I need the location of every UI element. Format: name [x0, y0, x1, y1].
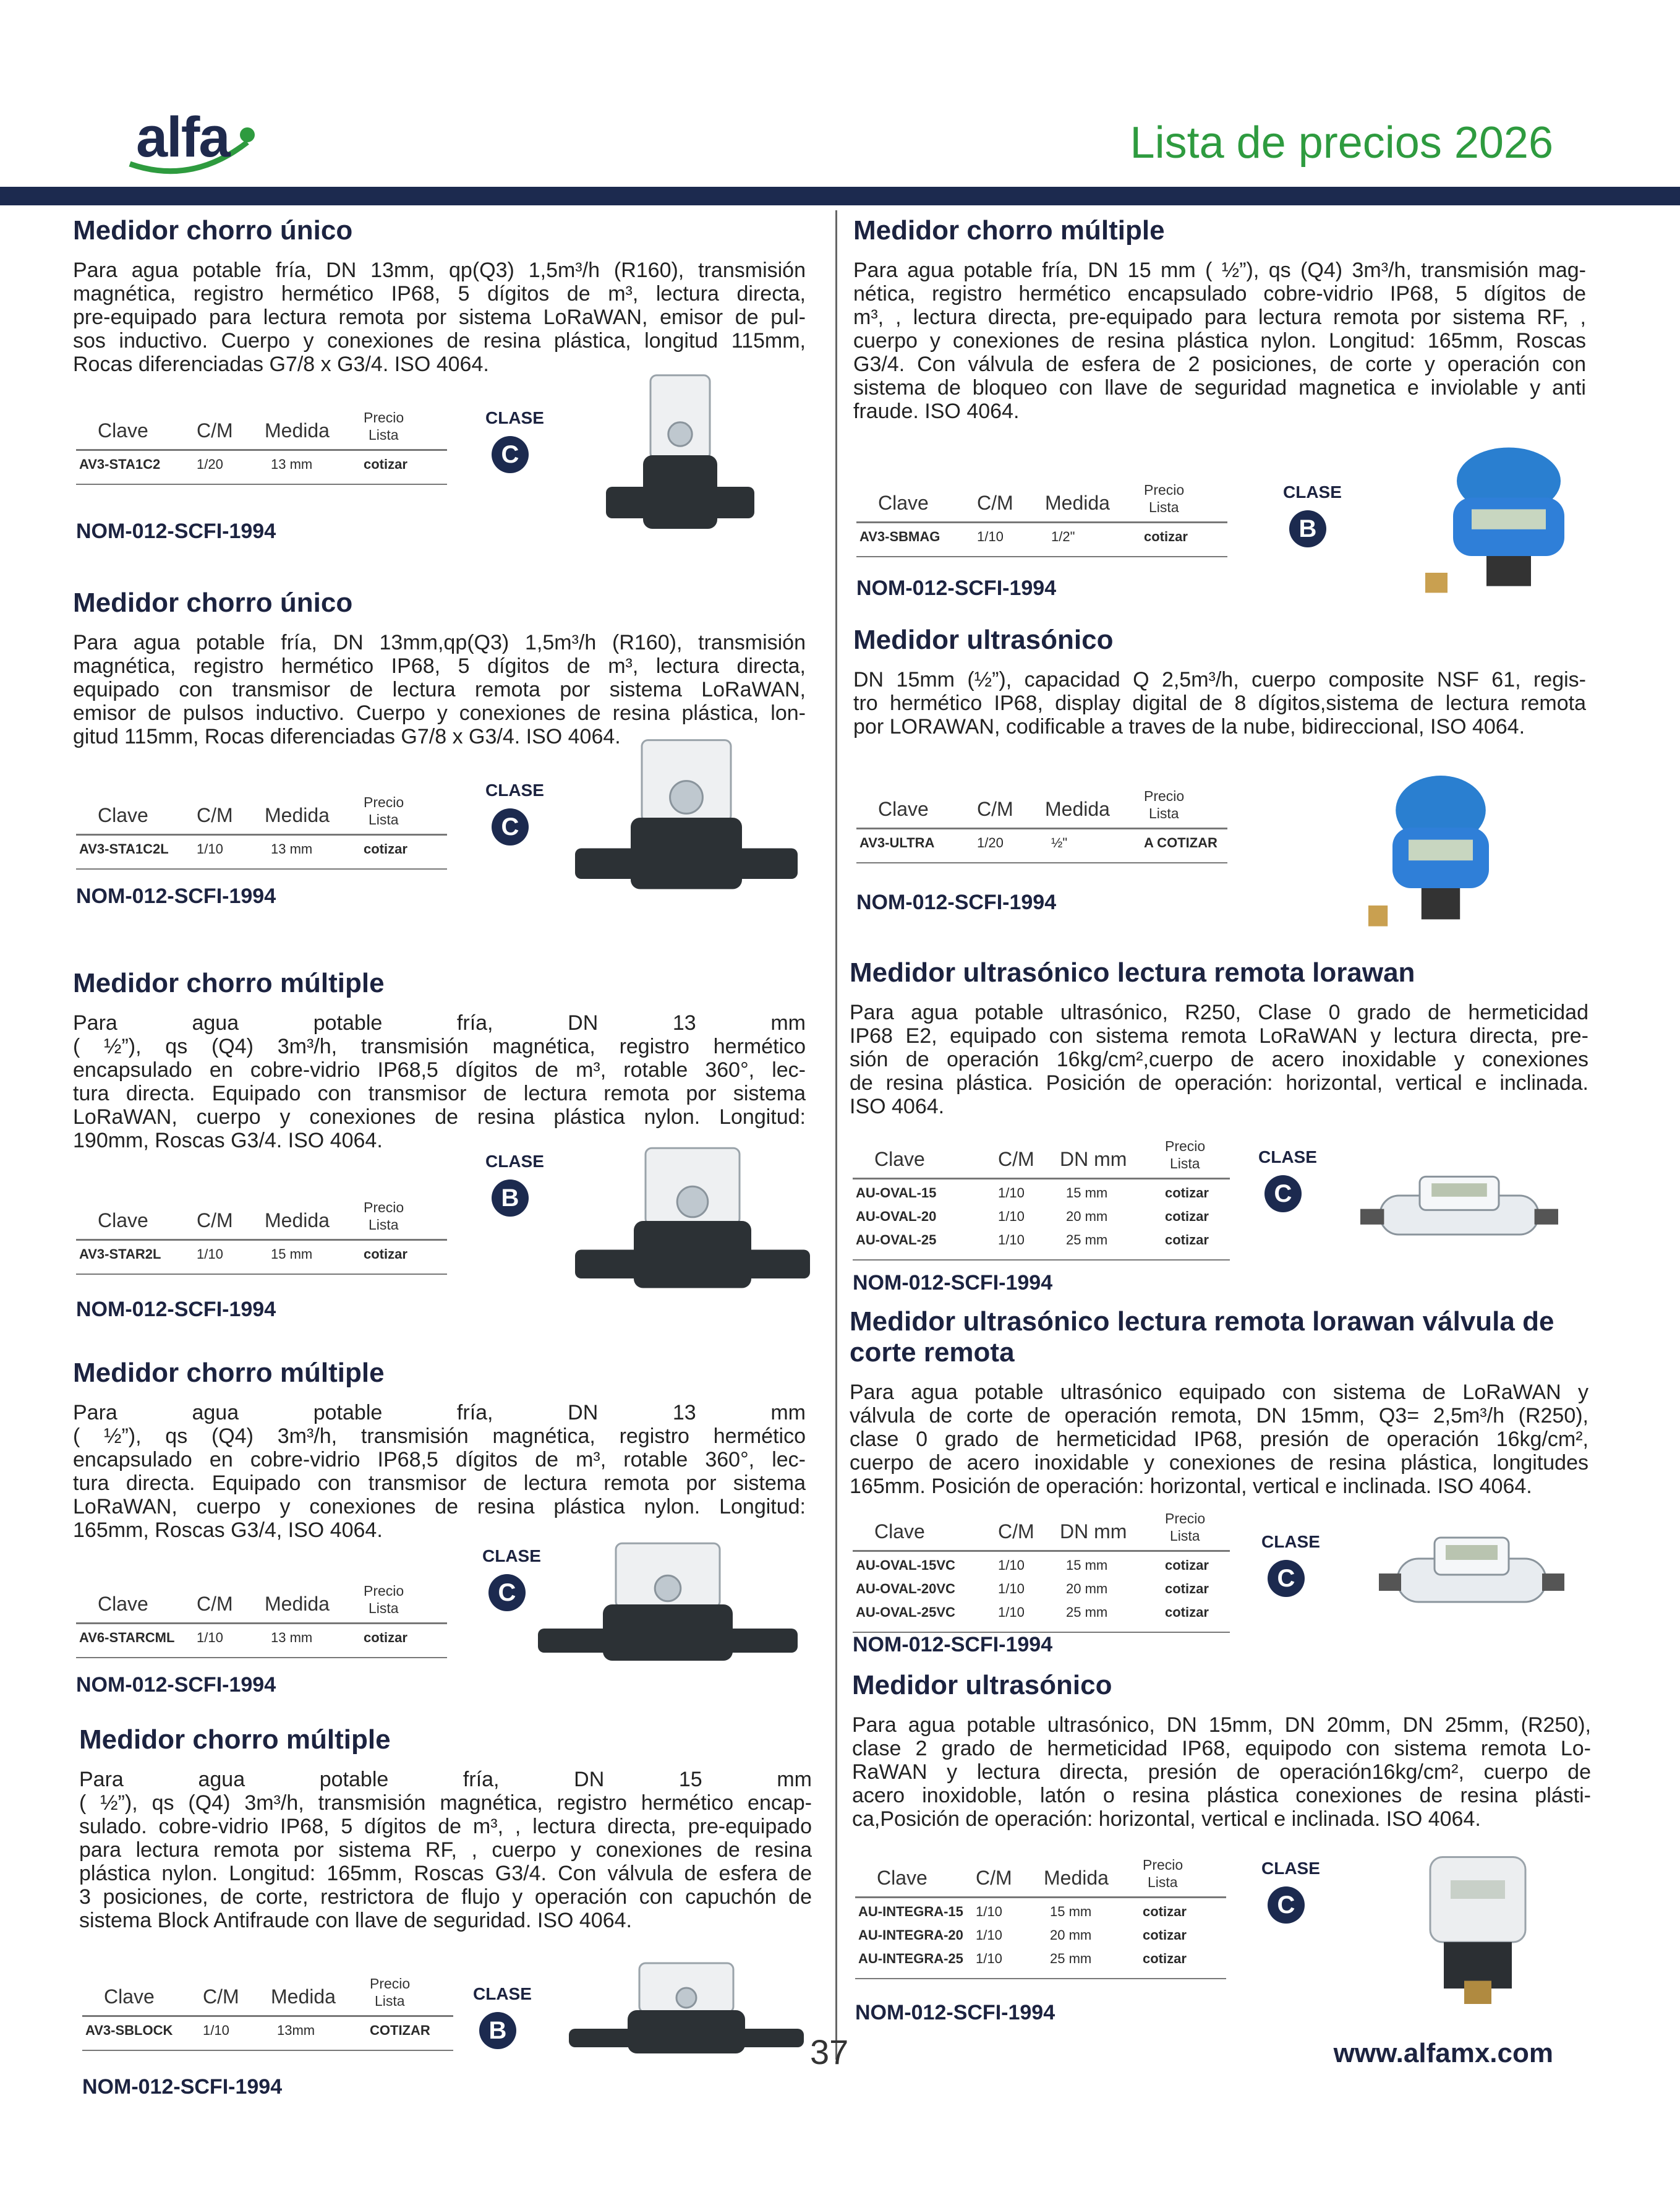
left-section-4-table-rule [76, 1622, 447, 1624]
right-section-4-row-precio: cotizar [1165, 1581, 1209, 1596]
left-section-5-row-medida: 13mm [277, 2023, 315, 2038]
left-section-4-desc-line: tura directa. Equipado con transmisor de lectura remota por sistema [73, 1471, 806, 1495]
right-section-2-table-bottom-rule [856, 862, 1227, 863]
left-section-3-desc-line: 190mm, Roscas G3/4. ISO 4064. [73, 1129, 383, 1152]
right-section-4-clase-label: CLASE [1261, 1532, 1320, 1551]
left-section-3-nom: NOM-012-SCFI-1994 [76, 1298, 276, 1321]
right-section-5-desc-line: clase 2 grado de hermeticidad IP68, equipodo con sistema remota Lo- [852, 1737, 1591, 1760]
right-section-4-row-medida: 20 mm [1066, 1581, 1108, 1596]
left-section-5-clase-label: CLASE [473, 1984, 532, 2003]
left-section-4-th-medida: Medida [265, 1593, 330, 1615]
left-section-5-th-lista: Lista [375, 1993, 405, 2009]
right-section-4-meter-image-icon [1379, 1515, 1564, 1639]
right-section-3-th-clave: Clave [874, 1148, 925, 1170]
right-section-4-desc-line: clase 0 grado de hermeticidad IP68, presión de operación 16kg/cm², [850, 1428, 1588, 1451]
left-section-2-table-rule [76, 834, 447, 836]
left-section-4-clase-badge: C [488, 1574, 526, 1611]
right-section-5-th-clave: Clave [877, 1867, 927, 1889]
right-section-1-title: Medidor chorro múltiple [853, 215, 1165, 246]
right-section-1-clase-badge: B [1289, 510, 1326, 547]
right-section-5-th-lista: Lista [1148, 1874, 1178, 1890]
right-section-1-th-cm: C/M [977, 492, 1013, 514]
right-section-4-th-precio: Precio [1165, 1510, 1206, 1526]
right-section-1-th-lista: Lista [1149, 499, 1179, 515]
right-section-5-meter-image-icon [1410, 1849, 1546, 2004]
left-section-3-row-cm: 1/10 [197, 1246, 223, 1262]
left-section-4-th-precio: Precio [364, 1583, 404, 1599]
left-section-5-row-precio: COTIZAR [370, 2023, 430, 2038]
left-section-1-th-lista: Lista [369, 427, 399, 443]
left-section-1-meter-image-icon [606, 371, 754, 581]
left-section-3-th-clave: Clave [98, 1209, 148, 1231]
right-section-5-desc-line: Para agua potable ultrasónico, DN 15mm, DN 20mm, DN 25mm, (R250), [852, 1713, 1591, 1737]
right-section-3-th-lista: Lista [1170, 1155, 1200, 1171]
footer-url[interactable]: www.alfamx.com [1333, 2038, 1553, 2068]
right-section-3-row-cm: 1/10 [998, 1209, 1025, 1224]
right-section-2-nom: NOM-012-SCFI-1994 [856, 891, 1057, 914]
left-section-2-row-medida: 13 mm [271, 841, 313, 857]
right-section-1-row-precio: cotizar [1144, 529, 1188, 544]
right-section-4-desc-line: 165mm. Posición de operación: horizontal, vertical e inclinada. ISO 4064. [850, 1475, 1532, 1498]
left-section-4-title: Medidor chorro múltiple [73, 1358, 385, 1388]
right-section-4-nom: NOM-012-SCFI-1994 [853, 1633, 1053, 1656]
left-section-1-desc-line: magnética, registro hermético IP68, 5 dígitos de m³, lectura directa, [73, 282, 806, 306]
left-section-3-table-rule [76, 1239, 447, 1241]
right-section-4-th-lista: Lista [1170, 1528, 1200, 1544]
right-section-5-clase-badge: C [1268, 1886, 1305, 1924]
right-section-2-row-clave: AV3-ULTRA [859, 835, 935, 850]
left-section-5-desc-line: ( ½”), qs (Q4) 3m³/h, transmisión magnética, registro hermético encap- [79, 1791, 812, 1815]
right-section-1-table-rule [856, 521, 1227, 523]
left-section-5-desc-line: para lectura remota por sistema RF, , cuerpo y conexiones de resina [79, 1838, 812, 1862]
right-section-3-meter-image-icon [1360, 1157, 1558, 1268]
left-section-1-desc-line: Rocas diferenciadas G7/8 x G3/4. ISO 4064. [73, 353, 489, 376]
right-section-4-th-clave: Clave [874, 1520, 925, 1543]
left-section-3-table-bottom-rule [76, 1274, 447, 1275]
header-bar [0, 187, 1680, 205]
right-section-3-row-medida: 20 mm [1066, 1209, 1108, 1224]
right-section-4-row-medida: 15 mm [1066, 1557, 1108, 1573]
left-section-3-desc-line: encapsulado en cobre-vidrio IP68,5 dígitos de m³, rotable 360°, lec- [73, 1058, 806, 1082]
right-section-1-row-clave: AV3-SBMAG [859, 529, 940, 544]
page-number: 37 [810, 2032, 849, 2071]
right-section-2-th-precio: Precio [1144, 788, 1185, 804]
left-section-5-desc-line: plástica nylon. Longitud: 165mm, Roscas G3/4. Con válvula de esfera de [79, 1862, 812, 1885]
right-section-3-th-dnmm: DN mm [1060, 1148, 1127, 1170]
left-section-1-row-precio: cotizar [364, 456, 407, 472]
right-section-1-desc-line: Para agua potable fría, DN 15 mm ( ½”), qs (Q4) 3m³/h, transmisión mag- [853, 259, 1586, 282]
left-section-5-desc-line: sistema Block Antifraude con llave de seguridad. ISO 4064. [79, 1909, 632, 1932]
left-section-5-desc-line: 3 posiciones, de corte, restrictora de flujo y operación con capuchón de [79, 1885, 812, 1909]
right-section-3-row-clave: AU-OVAL-20 [856, 1209, 937, 1224]
left-section-4-nom: NOM-012-SCFI-1994 [76, 1673, 276, 1697]
left-section-3-th-medida: Medida [265, 1209, 330, 1231]
right-section-2-title: Medidor ultrasónico [853, 625, 1114, 655]
left-section-1-table-rule [76, 449, 447, 451]
right-section-5-row-clave: AU-INTEGRA-15 [858, 1904, 963, 1919]
right-section-5-table-rule [855, 1896, 1226, 1898]
left-section-1-table-bottom-rule [76, 484, 447, 485]
right-section-3-desc-line: IP68 E2, equipado con sistema remota LoRaWAN y lectura directa, pre- [850, 1024, 1588, 1048]
left-section-4-row-precio: cotizar [364, 1630, 407, 1645]
left-section-2-row-clave: AV3-STA1C2L [79, 841, 169, 857]
right-section-2-row-cm: 1/20 [977, 835, 1004, 850]
left-section-4-th-lista: Lista [369, 1600, 399, 1616]
right-section-5-row-cm: 1/10 [976, 1927, 1002, 1943]
left-section-1-desc-line: sos inductivo. Cuerpo y conexiones de resina plástica, longitud 115mm, [73, 329, 806, 353]
left-section-4-th-cm: C/M [197, 1593, 233, 1615]
left-section-2-nom: NOM-012-SCFI-1994 [76, 884, 276, 908]
left-section-4-desc-line: Para agua potable fría, DN 13 mm [73, 1401, 806, 1424]
left-section-3-desc-line: tura directa. Equipado con transmisor de lectura remota por sistema [73, 1082, 806, 1105]
right-section-1-row-cm: 1/10 [977, 529, 1004, 544]
right-section-5-clase-label: CLASE [1261, 1859, 1320, 1878]
right-section-1-th-precio: Precio [1144, 482, 1185, 498]
right-section-4-row-clave: AU-OVAL-25VC [856, 1604, 955, 1620]
left-section-3-desc-line: ( ½”), qs (Q4) 3m³/h, transmisión magnética, registro hermético [73, 1035, 806, 1058]
page-title: Lista de precios 2026 [1130, 118, 1553, 168]
right-section-3-clase-label: CLASE [1258, 1147, 1317, 1167]
left-section-5-nom: NOM-012-SCFI-1994 [82, 2075, 283, 2099]
right-section-1-nom: NOM-012-SCFI-1994 [856, 576, 1057, 600]
left-section-5-table-rule [82, 2015, 453, 2017]
left-section-3-clase-badge: B [492, 1179, 529, 1217]
right-section-2-meter-image-icon [1360, 767, 1521, 940]
right-section-3-row-precio: cotizar [1165, 1185, 1209, 1201]
left-section-2-row-precio: cotizar [364, 841, 407, 857]
right-section-1-table-bottom-rule [856, 556, 1227, 557]
right-section-5-desc-line: ca,Posición de operación: horizontal, vertical e inclinada. ISO 4064. [852, 1807, 1481, 1831]
left-section-2-th-medida: Medida [265, 804, 330, 826]
right-section-5-desc-line: RaWAN y lectura directa, presión de operación16kg/cm², cuerpo de [852, 1760, 1591, 1784]
logo-text: alfa [136, 106, 229, 169]
right-section-3-row-clave: AU-OVAL-25 [856, 1232, 937, 1248]
right-section-3-th-precio: Precio [1165, 1138, 1206, 1154]
left-section-2-desc-line: emisor de pulsos inductivo. Cuerpo y conexiones de resina plástica, lon- [73, 701, 806, 725]
right-section-1-clase-label: CLASE [1283, 482, 1342, 502]
right-section-3-row-precio: cotizar [1165, 1209, 1209, 1224]
left-section-5-th-medida: Medida [271, 1985, 336, 2008]
left-section-3-meter-image-icon [575, 1144, 810, 1336]
left-section-1-title: Medidor chorro único [73, 215, 353, 246]
right-section-4-clase-badge: C [1268, 1560, 1305, 1597]
column-divider [835, 210, 837, 2060]
right-section-3-clase-badge: C [1264, 1175, 1302, 1212]
right-section-3-nom: NOM-012-SCFI-1994 [853, 1271, 1053, 1295]
right-section-2-th-lista: Lista [1149, 805, 1179, 821]
left-section-4-row-medida: 13 mm [271, 1630, 313, 1645]
right-section-1-desc-line: fraude. ISO 4064. [853, 400, 1020, 423]
right-section-5-row-medida: 25 mm [1050, 1951, 1092, 1966]
right-section-3-desc-line: Para agua potable ultrasónico, R250, Clase 0 grado de hermeticidad [850, 1001, 1588, 1024]
right-section-2-table-rule [856, 828, 1227, 829]
right-section-4-row-precio: cotizar [1165, 1557, 1209, 1573]
right-section-3-desc-line: sión de operación 16kg/cm²,cuerpo de acero inoxidable y conexiones [850, 1048, 1588, 1071]
left-section-2-th-clave: Clave [98, 804, 148, 826]
right-section-4-title-line2: corte remota [850, 1337, 1015, 1368]
left-section-4-desc-line: 165mm, Roscas G3/4, ISO 4064. [73, 1518, 383, 1542]
right-section-1-desc-line: cuerpo y conexiones de resina plástica nylon. Longitud: 165mm, Roscas [853, 329, 1586, 353]
right-section-5-row-clave: AU-INTEGRA-20 [858, 1927, 963, 1943]
right-section-3-title: Medidor ultrasónico lectura remota lorawan [850, 957, 1415, 988]
left-section-5-clase-badge: B [479, 2012, 516, 2049]
right-section-4-row-clave: AU-OVAL-15VC [856, 1557, 955, 1573]
right-section-5-title: Medidor ultrasónico [852, 1670, 1112, 1700]
right-section-2-desc-line: tro hermético IP68, display digital de 8 dígitos,sistema de lectura remota [853, 691, 1586, 715]
right-section-2-desc-line: por LORAWAN, codificable a traves de la nube, bidireccional, ISO 4064. [853, 715, 1525, 739]
right-section-1-desc-line: nética, registro hermético encapsulado cobre-vidrio IP68, 5 dígitos de [853, 282, 1586, 306]
left-section-5-meter-image-icon [569, 1961, 804, 2084]
right-section-3-row-clave: AU-OVAL-15 [856, 1185, 937, 1201]
right-section-4-row-clave: AU-OVAL-20VC [856, 1581, 955, 1596]
right-section-1-desc-line: sistema de bloqueo con llave de seguridad magnetica e inviolable y anti [853, 376, 1586, 400]
left-section-5-title: Medidor chorro múltiple [79, 1724, 391, 1755]
right-section-4-th-cm: C/M [998, 1520, 1034, 1543]
right-section-5-row-clave: AU-INTEGRA-25 [858, 1951, 963, 1966]
right-section-5-row-cm: 1/10 [976, 1904, 1002, 1919]
left-section-2-th-precio: Precio [364, 794, 404, 810]
left-section-1-th-clave: Clave [98, 419, 148, 442]
right-section-5-nom: NOM-012-SCFI-1994 [855, 2001, 1055, 2024]
right-section-4-desc-line: Para agua potable ultrasónico equipado con sistema de LoRaWAN y [850, 1381, 1588, 1404]
left-section-2-desc-line: magnética, registro hermético IP68, 5 dígitos de m³, lectura directa, [73, 654, 806, 678]
right-section-4-row-cm: 1/10 [998, 1581, 1025, 1596]
left-section-5-th-cm: C/M [203, 1985, 239, 2008]
right-section-3-table-bottom-rule [853, 1259, 1230, 1261]
left-section-1-th-medida: Medida [265, 419, 330, 442]
right-section-4-desc-line: válvula de corte de operación remota, DN 15mm, Q3= 2,5m³/h (R250), [850, 1404, 1588, 1428]
right-section-3-th-cm: C/M [998, 1148, 1034, 1170]
right-section-5-table-bottom-rule [855, 1978, 1226, 1979]
right-section-2-row-precio: A COTIZAR [1144, 835, 1217, 850]
left-section-2-th-cm: C/M [197, 804, 233, 826]
left-section-3-th-lista: Lista [369, 1217, 399, 1233]
left-section-2-desc-line: equipado con transmisor de lectura remota por sistema LoRaWAN, [73, 678, 806, 701]
left-section-3-row-clave: AV3-STAR2L [79, 1246, 161, 1262]
left-section-1-row-medida: 13 mm [271, 456, 313, 472]
left-section-3-row-precio: cotizar [364, 1246, 407, 1262]
right-section-4-row-precio: cotizar [1165, 1604, 1209, 1620]
left-section-3-th-cm: C/M [197, 1209, 233, 1231]
right-section-3-row-precio: cotizar [1165, 1232, 1209, 1248]
right-section-3-row-cm: 1/10 [998, 1185, 1025, 1201]
left-section-3-desc-line: LoRaWAN, cuerpo y conexiones de resina plástica nylon. Longitud: [73, 1105, 806, 1129]
left-section-2-title: Medidor chorro único [73, 588, 353, 618]
alfa-logo [124, 105, 266, 179]
left-section-4-table-bottom-rule [76, 1657, 447, 1658]
left-section-4-meter-image-icon [538, 1540, 798, 1701]
right-section-3-row-medida: 15 mm [1066, 1185, 1108, 1201]
left-section-1-desc-line: Para agua potable fría, DN 13mm, qp(Q3) 1,5m³/h (R160), transmisión [73, 259, 806, 282]
left-section-2-clase-label: CLASE [485, 781, 544, 800]
right-section-5-row-medida: 15 mm [1050, 1904, 1092, 1919]
left-section-1-row-cm: 1/20 [197, 456, 223, 472]
left-section-1-desc-line: pre-equipado para lectura remota por sistema LoRaWAN, emisor de pul- [73, 306, 806, 329]
right-section-4-row-cm: 1/10 [998, 1604, 1025, 1620]
right-section-5-row-precio: cotizar [1143, 1904, 1187, 1919]
left-section-3-desc-line: Para agua potable fría, DN 13 mm [73, 1011, 806, 1035]
right-section-2-desc-line: DN 15mm (½”), capacidad Q 2,5m³/h, cuerpo composite NSF 61, regis- [853, 668, 1586, 691]
left-section-5-desc-line: sulado. cobre-vidrio IP68, 5 dígitos de m³, , lectura directa, pre-equipado [79, 1815, 812, 1838]
right-section-3-table-rule [853, 1178, 1230, 1179]
left-section-2-desc-line: Para agua potable fría, DN 13mm,qp(Q3) 1,5m³/h (R160), transmisión [73, 631, 806, 654]
left-section-3-title: Medidor chorro múltiple [73, 968, 385, 998]
right-section-5-row-medida: 20 mm [1050, 1927, 1092, 1943]
left-section-4-desc-line: ( ½”), qs (Q4) 3m³/h, transmisión magnética, registro hermético [73, 1424, 806, 1448]
right-section-2-th-clave: Clave [878, 798, 929, 820]
right-section-4-th-dnmm: DN mm [1060, 1520, 1127, 1543]
right-section-3-desc-line: de resina plástica. Posición de operación: horizontal, vertical e inclinada. [850, 1071, 1588, 1095]
right-section-5-desc-line: acero inoxidoble, latón o resina plástica conexiones de resina plásti- [852, 1784, 1591, 1807]
left-section-3-row-medida: 15 mm [271, 1246, 313, 1262]
left-section-5-row-cm: 1/10 [203, 2023, 229, 2038]
right-section-1-th-medida: Medida [1045, 492, 1110, 514]
right-section-2-row-medida: ½" [1051, 835, 1068, 850]
right-section-5-row-precio: cotizar [1143, 1927, 1187, 1943]
left-section-4-th-clave: Clave [98, 1593, 148, 1615]
left-section-4-row-cm: 1/10 [197, 1630, 223, 1645]
left-section-2-clase-badge: C [492, 808, 529, 846]
left-section-2-table-bottom-rule [76, 868, 447, 870]
left-section-1-clase-badge: C [492, 436, 529, 473]
left-section-2-th-lista: Lista [369, 811, 399, 828]
left-section-1-nom: NOM-012-SCFI-1994 [76, 520, 276, 543]
left-section-5-table-bottom-rule [82, 2050, 453, 2051]
right-section-3-desc-line: ISO 4064. [850, 1095, 945, 1118]
left-section-2-meter-image-icon [575, 736, 798, 940]
right-section-5-row-precio: cotizar [1143, 1951, 1187, 1966]
left-section-5-th-precio: Precio [370, 1976, 411, 1992]
left-section-5-th-clave: Clave [104, 1985, 155, 2008]
right-section-1-meter-image-icon [1416, 439, 1601, 606]
right-section-1-desc-line: G3/4. Con válvula de esfera de 2 posiciones, de corte y operación con [853, 353, 1586, 376]
right-section-3-row-medida: 25 mm [1066, 1232, 1108, 1248]
right-section-1-desc-line: m³, , lectura directa, pre-equipado para lectura remota por sistema RF, , [853, 306, 1586, 329]
right-section-5-th-precio: Precio [1143, 1857, 1183, 1873]
right-section-4-row-cm: 1/10 [998, 1557, 1025, 1573]
right-section-5-row-cm: 1/10 [976, 1951, 1002, 1966]
left-section-3-clase-label: CLASE [485, 1152, 544, 1171]
right-section-5-th-cm: C/M [976, 1867, 1012, 1889]
left-section-1-row-clave: AV3-STA1C2 [79, 456, 161, 472]
left-section-4-row-clave: AV6-STARCML [79, 1630, 175, 1645]
left-section-4-clase-label: CLASE [482, 1546, 541, 1565]
right-section-4-title: Medidor ultrasónico lectura remota lorawan válvula de [850, 1306, 1554, 1337]
left-section-1-clase-label: CLASE [485, 408, 544, 427]
right-section-2-th-cm: C/M [977, 798, 1013, 820]
left-section-4-desc-line: encapsulado en cobre-vidrio IP68,5 dígitos de m³, rotable 360°, lec- [73, 1448, 806, 1471]
right-section-4-row-medida: 25 mm [1066, 1604, 1108, 1620]
left-section-5-row-clave: AV3-SBLOCK [85, 2023, 173, 2038]
left-section-5-desc-line: Para agua potable fría, DN 15 mm [79, 1768, 812, 1791]
right-section-2-th-medida: Medida [1045, 798, 1110, 820]
left-section-2-desc-line: gitud 115mm, Rocas diferenciadas G7/8 x G3/4. ISO 4064. [73, 725, 621, 748]
right-section-4-table-rule [853, 1550, 1230, 1552]
left-section-3-th-precio: Precio [364, 1199, 404, 1215]
right-section-5-th-medida: Medida [1044, 1867, 1109, 1889]
left-section-1-th-cm: C/M [197, 419, 233, 442]
right-section-1-row-medida: 1/2" [1051, 529, 1075, 544]
right-section-4-desc-line: cuerpo de acero inoxidable y conexiones de resina plástica, longitudes [850, 1451, 1588, 1475]
left-section-1-th-precio: Precio [364, 409, 404, 426]
right-section-3-row-cm: 1/10 [998, 1232, 1025, 1248]
left-section-2-row-cm: 1/10 [197, 841, 223, 857]
right-section-1-th-clave: Clave [878, 492, 929, 514]
left-section-4-desc-line: LoRaWAN, cuerpo y conexiones de resina plástica nylon. Longitud: [73, 1495, 806, 1518]
